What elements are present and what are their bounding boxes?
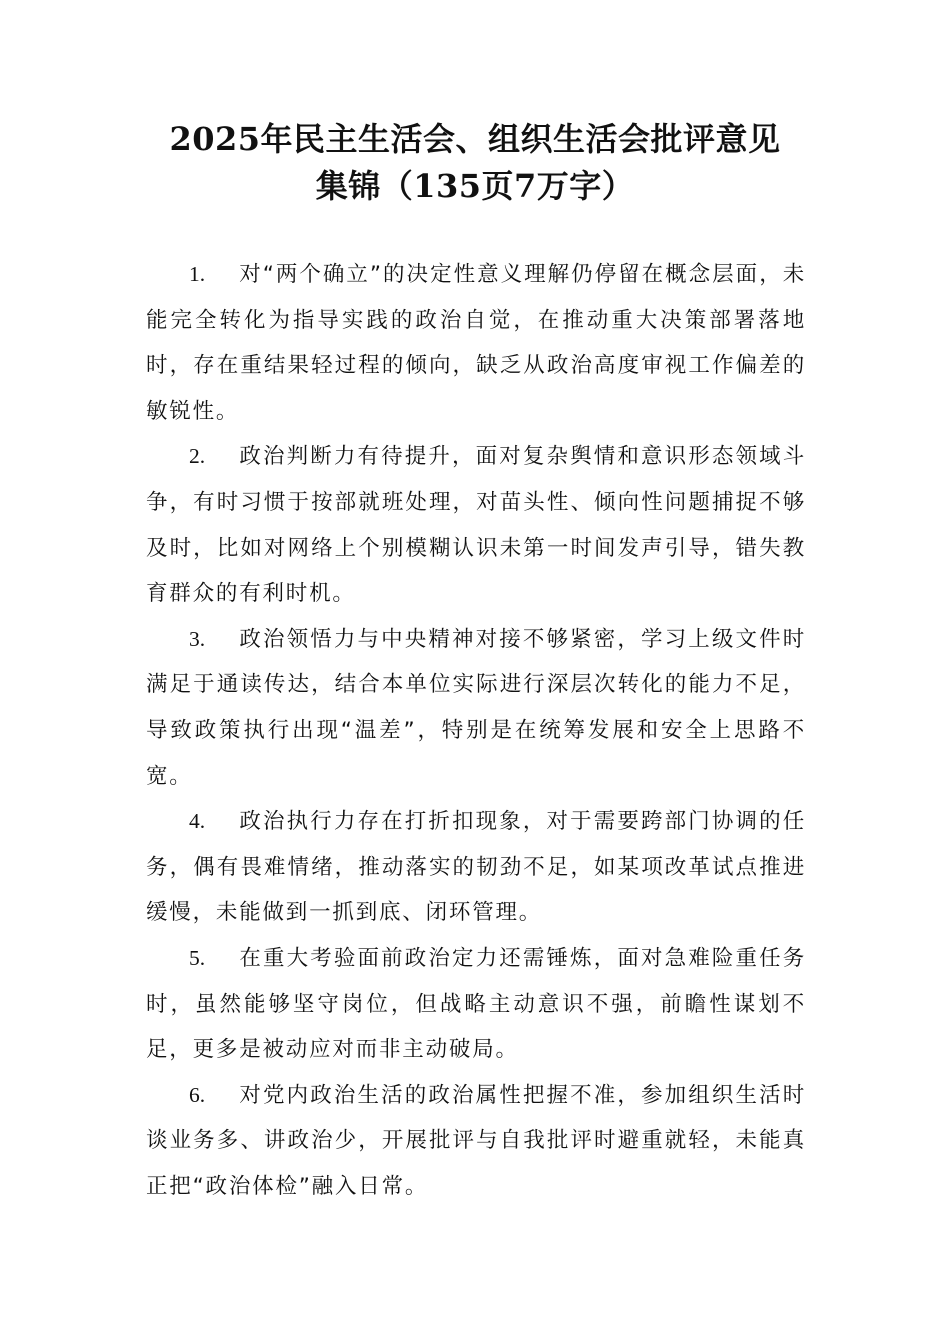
criticism-item-1	[146, 252, 806, 434]
item-number: 5.	[189, 945, 206, 970]
criticism-item-3	[146, 617, 806, 799]
criticism-item-5	[146, 936, 806, 1073]
item-text: 政治判断力有待提升，面对复杂舆情和意识形态领域斗争，有时习惯于按部就班处理，对苗头性、倾向性问题捕捉不够及时，比如对网络上个别模糊认识未第一时间发声引导，错失教育群众的有利时机。	[146, 444, 806, 607]
item-number: 4.	[189, 809, 206, 834]
criticism-item-2	[146, 434, 806, 616]
criticism-item-4	[146, 799, 806, 936]
item-text: 在重大考验面前政治定力还需锤炼，面对急难险重任务时，虽然能够坚守岗位，但战略主动意识不强，前瞻性谋划不足，更多是被动应对而非主动破局。	[146, 945, 806, 1063]
title-line-1: 2025年民主生活会、组织生活会批评意见	[169, 120, 781, 158]
item-number: 1.	[189, 262, 206, 286]
document-title	[120, 116, 830, 210]
document-body	[146, 252, 806, 1209]
criticism-item-6	[146, 1073, 806, 1210]
item-number: 6.	[189, 1082, 206, 1107]
item-text: 政治领悟力与中央精神对接不够紧密，学习上级文件时满足于通读传达，结合本单位实际进行深层次转化的能力不足，导致政策执行出现“温差”，特别是在统筹发展和安全上思路不宽。	[146, 626, 806, 789]
item-number: 2.	[189, 444, 206, 469]
item-text: 对“两个确立”的决定性意义理解仍停留在概念层面，未能完全转化为指导实践的政治自觉，在推动重大决策部署落地时，存在重结果轻过程的倾向，缺乏从政治高度审视工作偏差的敏锐性。	[146, 262, 806, 424]
item-text: 政治执行力存在打折扣现象，对于需要跨部门协调的任务，偶有畏难情绪，推动落实的韧劲不足，如某项改革试点推进缓慢，未能做到一抓到底、闭环管理。	[146, 809, 806, 926]
title-line-2: 集锦（135页7万字）	[315, 167, 635, 205]
item-number: 3.	[189, 626, 206, 651]
item-text: 对党内政治生活的政治属性把握不准，参加组织生活时谈业务多、讲政治少，开展批评与自我批评时避重就轻，未能真正把“政治体检”融入日常。	[146, 1082, 806, 1199]
